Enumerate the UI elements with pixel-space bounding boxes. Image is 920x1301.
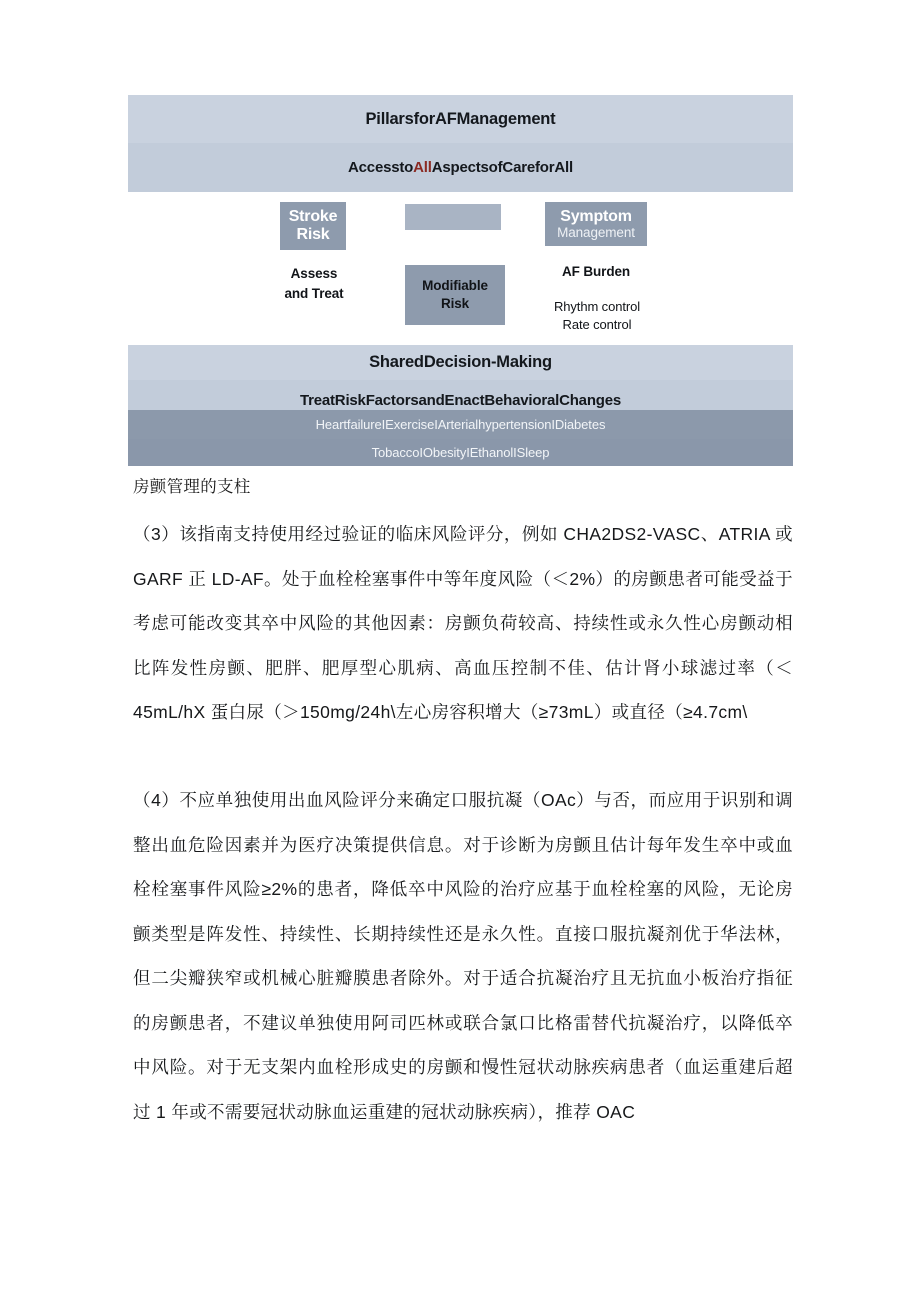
access-text-pre: Accessto: [348, 159, 414, 176]
access-text: [348, 159, 573, 176]
figure-band-pillars-title: [128, 95, 793, 143]
risk-list-line1-text: HeartfailureIExerciseIArterialhypertensionIDiabetes: [315, 417, 606, 432]
pillars-cluster: [128, 192, 793, 345]
pillar-label-assess-and-treat: [266, 264, 362, 305]
assess-line2: and Treat: [284, 286, 344, 302]
symptom-title: Symptom: [560, 207, 632, 225]
figure-band-risk-list-1: [128, 410, 793, 439]
pillar-box-modifiable-risk: [405, 265, 505, 325]
pillar-box-stroke-risk: [280, 202, 346, 250]
pillar-box-symptom-management: [545, 202, 647, 246]
paragraph-4: （4）不应单独使用出血风险评分来确定口服抗凝（OAc）与否，而应用于识别和调整出血危险因素并为医疗决策提供信息。对于诊断为房颤且估计每年发生卒中或血栓栓塞事件风险≥2%的患者，降低卒中风险的治疗应基于血栓栓塞的风险，无论房颤类型是阵发性、持续性、长期持续性还是永久性。直接口服抗凝剂优于华法林，但二尖瓣狭窄或机械心脏瓣膜患者除外。对于适合抗凝治疗且无抗血小板治疗指征的房颤患者，不建议单独使用阿司匹林或联合氯口比格雷替代抗凝治疗，以降低卒中风险。对于无支架内血栓形成史的房颤和慢性冠状动脉疾病患者（血运重建后超过 1 年或不需要冠状动脉血运重建的冠状动脉疾病），推荐 OAC: [133, 790, 793, 1122]
assess-line1: Assess: [290, 266, 338, 281]
figure-band-risk-list-2: [128, 439, 793, 466]
treat-risk-text: TreatRiskFactorsandEnactBehavioralChanges: [299, 392, 622, 409]
modifiable-risk-line2: Risk: [440, 296, 470, 311]
modifiable-risk-line1: Modifiable: [422, 277, 488, 293]
paragraph-3: （3）该指南支持使用经过验证的临床风险评分，例如 CHA2DS2-VASC、ATRIA 或 GARF 正 LD-AF。处于血栓栓塞事件中等年度风险（＜2%）的房颤患者可能受益于考虑可能改变其卒中风险的其他因素：房颤负荷较高、持续性或永久性心房颤动相比阵发性房颤、肥胖、肥厚型心肌病、高血压控制不佳、估计肾小球滤过率（＜45mL/hX 蛋白尿（＞150mg/24h\左心房容积增大（≥73mL）或直径（≥4.7cm\: [133, 524, 793, 722]
pillar-box-blank-header: [405, 204, 501, 230]
risk-list-line2-text: TobaccoIObesityIEthanolISleep: [371, 445, 550, 460]
access-text-accent: All: [413, 159, 432, 176]
access-text-post: AspectsofCareforAll: [431, 159, 573, 176]
rhythm-control-text: Rhythm control: [553, 299, 641, 314]
rate-control-text: Rate control: [562, 316, 632, 332]
figure-caption: 房颤管理的支柱: [133, 478, 251, 496]
shared-decision-text: SharedDecision-Making: [369, 353, 552, 371]
pillars-title-text: PillarsforAFManagement: [365, 109, 556, 128]
symptom-subtitle: Management: [557, 224, 635, 240]
af-management-figure: [128, 95, 793, 460]
stroke-risk-line2: Risk: [296, 226, 330, 243]
stroke-risk-line1: Stroke: [288, 208, 338, 226]
figure-band-shared-decision: [128, 345, 793, 380]
figure-band-access: [128, 143, 793, 192]
pillar-detail-rhythm-rate: [538, 298, 656, 333]
pillar-label-af-burden: AF Burden: [561, 264, 631, 279]
